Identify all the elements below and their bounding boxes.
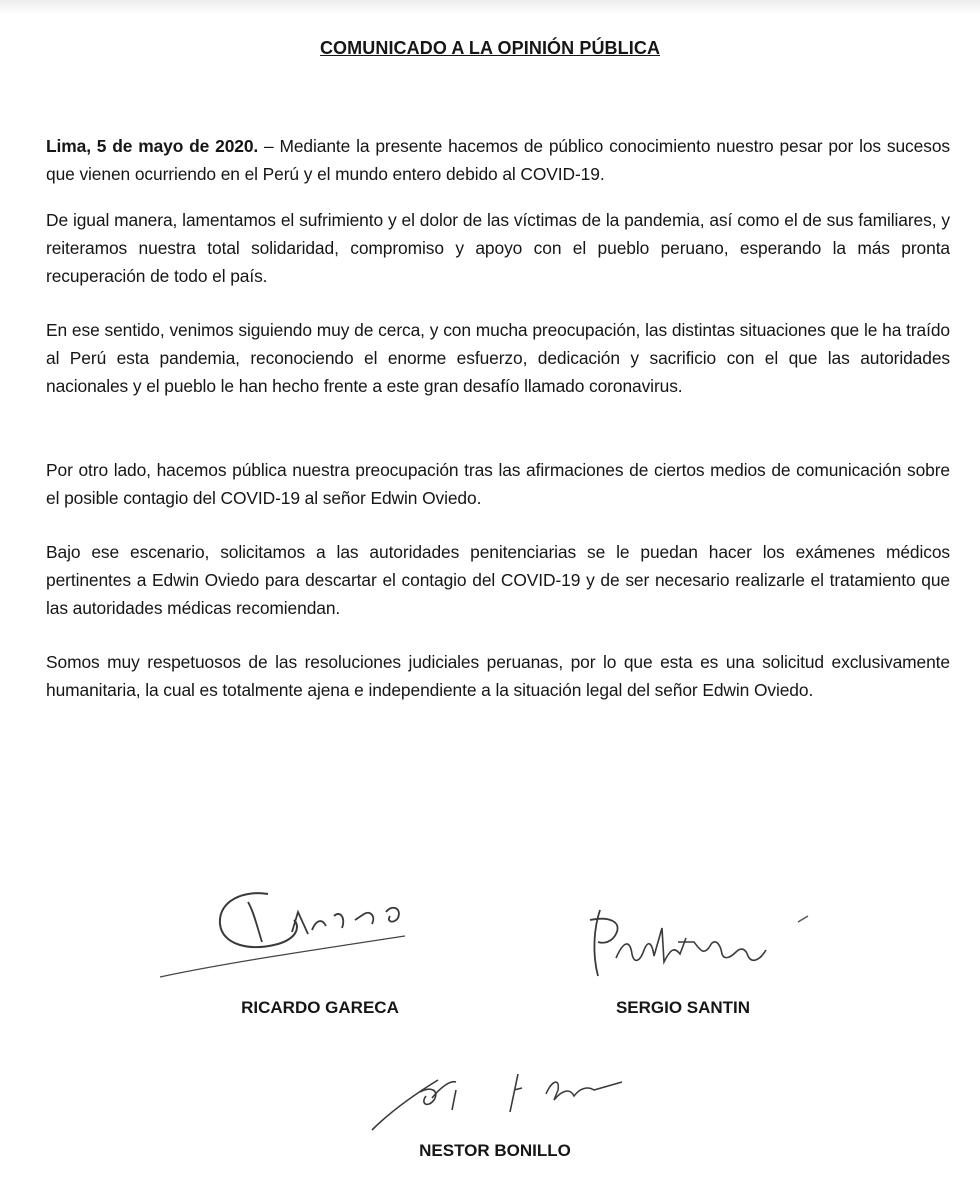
paragraph-2 <box>46 206 950 290</box>
date-lead: Lima, 5 de mayo de 2020. <box>46 136 259 156</box>
signature-santin-icon <box>570 898 830 988</box>
paragraph-3 <box>46 316 950 400</box>
signatory-name-gareca: RICARDO GARECA <box>241 998 399 1017</box>
scan-edge-shadow <box>0 0 980 14</box>
paragraph-6 <box>46 648 950 704</box>
signatory-name-santin: SERGIO SANTIN <box>615 998 751 1017</box>
paragraph-4 <box>46 456 950 512</box>
paragraph-1 <box>46 132 950 188</box>
paragraph-5-text: Bajo ese escenario, solicitamos a las autoridades penitenciarias se le puedan hacer los exámenes médicos pertinentes a Edwin Oviedo para descartar el contagio del COVID-19 y de ser necesario realizarle el tratamiento que las autoridades médicas recomiendan. <box>46 542 950 618</box>
paragraph-6-text: Somos muy respetuosos de las resoluciones judiciales peruanas, por lo que esta es una solicitud exclusivamente humanitaria, la cual es totalmente ajena e independiente a la situación legal del señor Edwin Oviedo. <box>46 652 950 700</box>
signatory-name-bonillo: NESTOR BONILLO <box>419 1141 571 1160</box>
paragraph-4-text: Por otro lado, hacemos pública nuestra preocupación tras las afirmaciones de ciertos medios de comunicación sobre el posible contagio del COVID-19 al señor Edwin Oviedo. <box>46 460 950 508</box>
paragraph-2-text: De igual manera, lamentamos el sufrimiento y el dolor de las víctimas de la pandemia, así como el de sus familiares, y reiteramos nuestra total solidaridad, compromiso y apoyo con el pueblo peruano, esperando la más pronta recuperación de todo el país. <box>46 210 950 286</box>
paragraph-1-text: – Mediante la presente hacemos de público conocimiento nuestro pesar por los sucesos que vienen ocurriendo en el Perú y el mundo entero debido al COVID-19. <box>46 136 950 184</box>
signature-bonillo-icon <box>360 1060 640 1140</box>
paragraph-5 <box>46 538 950 622</box>
signature-gareca-icon <box>150 872 450 982</box>
paragraph-3-text: En ese sentido, venimos siguiendo muy de cerca, y con mucha preocupación, las distintas situaciones que le ha traído al Perú esta pandemia, reconociendo el enorme esfuerzo, dedicación y sacrificio con el que las autoridades nacionales y el pueblo le han hecho frente a este gran desafío llamado coronavirus. <box>46 320 950 396</box>
document-title: COMUNICADO A LA OPINIÓN PÚBLICA <box>319 38 661 58</box>
